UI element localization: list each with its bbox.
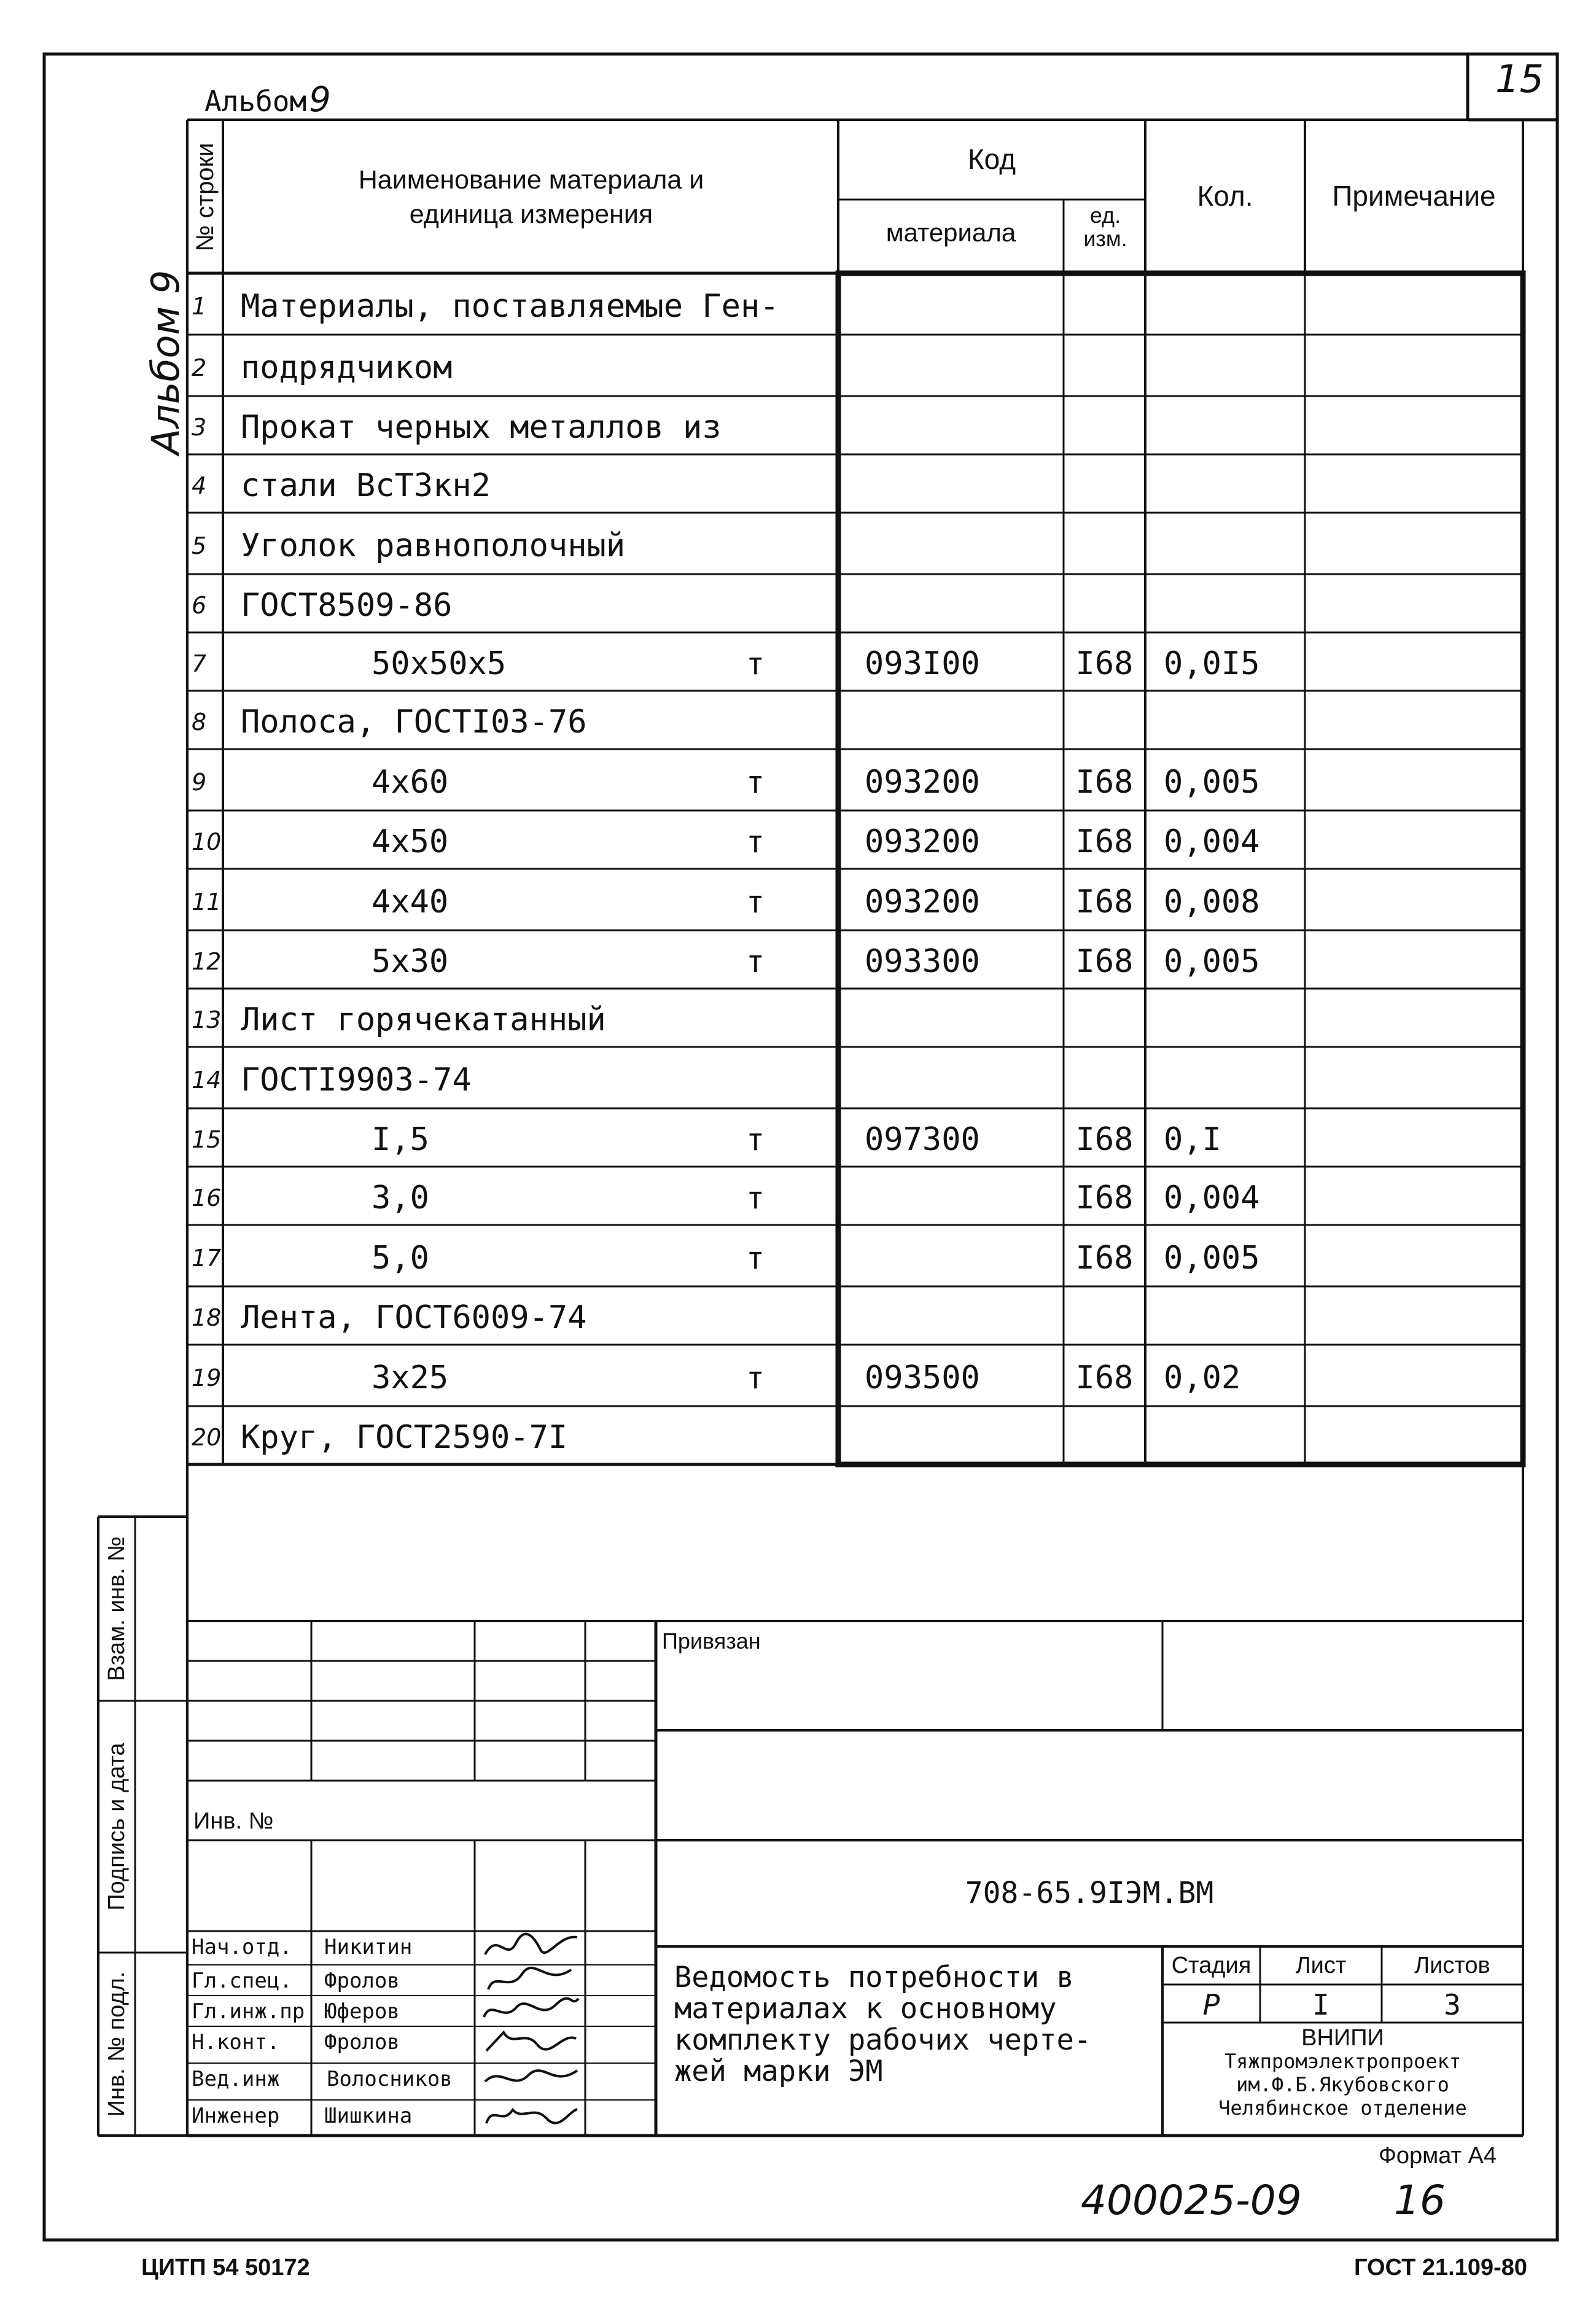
material-name: Прокат черных металлов из bbox=[241, 409, 722, 446]
stage-label: Стадия bbox=[1171, 1953, 1251, 1978]
quantity: 0,008 bbox=[1164, 884, 1260, 920]
material-name: подрядчиком bbox=[241, 349, 453, 386]
unit-code bbox=[1064, 1291, 1145, 1345]
inv-no-label: Инв. № bbox=[193, 1808, 274, 1834]
material-name: ГОСТ8509-86 bbox=[241, 587, 453, 624]
quantity: 0,005 bbox=[1164, 1240, 1260, 1277]
unit-code bbox=[1064, 696, 1145, 749]
unit-code: І68 bbox=[1075, 823, 1134, 860]
privyazan-label: Привязан bbox=[662, 1628, 761, 1654]
row-number: 14 bbox=[192, 1067, 222, 1094]
material-name: Полоса, ГОСТІ03-76 bbox=[241, 704, 587, 741]
side-label-vzam: Взам. инв. № bbox=[104, 1536, 130, 1681]
signatory-role: Инженер bbox=[192, 2104, 280, 2128]
handwritten-code: 400025-09 bbox=[1081, 2177, 1302, 2224]
sheet-number: 15 bbox=[1495, 56, 1544, 101]
signatory-role: Гл.инж.пр bbox=[192, 1999, 305, 2024]
unit-code bbox=[1064, 278, 1145, 335]
material-name: Уголок равнополочный bbox=[241, 527, 626, 564]
signatory-role: Нач.отд. bbox=[192, 1935, 292, 1959]
org-line: ВНИПИ bbox=[1301, 2025, 1384, 2051]
footer-left-code: ЦИТП 54 50172 bbox=[141, 2255, 310, 2280]
material-name: 4х50 bbox=[372, 823, 449, 860]
material-code: 093200 bbox=[865, 764, 980, 801]
material-name: І,5 bbox=[372, 1121, 429, 1158]
header-qty: Кол. bbox=[1197, 180, 1253, 212]
unit-code: І68 bbox=[1075, 943, 1134, 980]
row-number: 11 bbox=[192, 888, 222, 916]
quantity: 0,І bbox=[1164, 1121, 1221, 1158]
quantity: 0,02 bbox=[1164, 1359, 1241, 1396]
unit-code: І68 bbox=[1075, 884, 1134, 920]
quantity: 0,0І5 bbox=[1164, 645, 1260, 682]
quantity: 0,004 bbox=[1164, 823, 1260, 860]
quantity: 0,005 bbox=[1164, 764, 1260, 801]
row-number: 3 bbox=[192, 414, 207, 441]
unit: т bbox=[746, 764, 765, 800]
material-code: 093200 bbox=[865, 823, 980, 860]
format-label: Формат А4 bbox=[1379, 2143, 1497, 2169]
sheet-label: Лист bbox=[1295, 1953, 1347, 1978]
unit: т bbox=[746, 1180, 765, 1216]
material-code: 093300 bbox=[865, 943, 980, 980]
unit-code: І68 bbox=[1075, 1180, 1134, 1216]
org-line: им.Ф.Б.Якубовского bbox=[1236, 2073, 1449, 2096]
org-line: Тяжпромэлектропроект bbox=[1224, 2050, 1462, 2073]
unit: т bbox=[746, 884, 765, 920]
material-name: Лист горячекатанный bbox=[241, 1001, 606, 1038]
material-code: 093500 bbox=[865, 1359, 980, 1396]
unit: т bbox=[746, 1240, 765, 1276]
unit-code bbox=[1064, 340, 1145, 396]
material-name: Круг, ГОСТ2590-7І bbox=[241, 1419, 568, 1456]
material-name: 3х25 bbox=[372, 1359, 449, 1396]
unit-code bbox=[1064, 579, 1145, 632]
material-name: 5х30 bbox=[372, 943, 449, 980]
side-label-inv-podl: Инв. № подл. bbox=[104, 1971, 130, 2117]
material-name: 4х60 bbox=[372, 764, 449, 801]
header-row-number: № строки bbox=[192, 142, 219, 252]
unit-code: І68 bbox=[1075, 645, 1134, 682]
unit-code: І68 bbox=[1075, 1121, 1134, 1158]
unit: т bbox=[746, 646, 765, 682]
row-number: 20 bbox=[192, 1424, 222, 1451]
header-code-unit: ед. изм. bbox=[1083, 203, 1127, 251]
unit-code bbox=[1064, 993, 1145, 1047]
signature bbox=[479, 2094, 583, 2137]
header-code-material: материала bbox=[886, 218, 1016, 247]
description-line: жей марки ЭМ bbox=[674, 2055, 883, 2088]
header-name: Наименование материала и единица измерения bbox=[358, 165, 704, 229]
footer-gost: ГОСТ 21.109-80 bbox=[1354, 2255, 1528, 2280]
row-number: 15 bbox=[192, 1126, 222, 1153]
header-code: Код bbox=[967, 143, 1016, 175]
organization-block bbox=[1162, 2026, 1523, 2120]
unit-code bbox=[1064, 459, 1145, 513]
sheet-value: І bbox=[1312, 1988, 1329, 2021]
handwritten-page: 16 bbox=[1394, 2177, 1446, 2224]
sheets-label: Листов bbox=[1414, 1953, 1490, 1978]
material-name: стали ВсТ3кн2 bbox=[241, 467, 491, 504]
row-number: 13 bbox=[192, 1006, 222, 1033]
material-name: 5,0 bbox=[372, 1240, 429, 1277]
quantity: 0,004 bbox=[1164, 1180, 1260, 1216]
description-line: комплекту рабочих черте- bbox=[674, 2023, 1092, 2057]
row-number: 18 bbox=[192, 1304, 222, 1331]
album-label bbox=[204, 80, 331, 120]
row-number: 5 bbox=[192, 532, 207, 559]
org-line: Челябинское отделение bbox=[1218, 2096, 1467, 2120]
album-number: 9 bbox=[309, 80, 331, 120]
signatory-name: Волосников bbox=[327, 2067, 453, 2091]
material-code: 097300 bbox=[865, 1121, 980, 1158]
material-name: ГОСТІ9903-74 bbox=[241, 1062, 472, 1098]
side-label-podpis: Подпись и дата bbox=[104, 1743, 130, 1911]
description-line: материалах к основному bbox=[674, 1992, 1057, 2026]
document-code: 708-65.9ІЭМ.ВМ bbox=[965, 1876, 1214, 1910]
unit-code bbox=[1064, 1411, 1145, 1464]
unit-code bbox=[1064, 401, 1145, 454]
album-label-text: Альбом bbox=[204, 85, 307, 118]
row-number: 10 bbox=[192, 828, 222, 855]
signatory-name: Фролов bbox=[324, 1969, 400, 1993]
signatory-name: Фролов bbox=[324, 2030, 400, 2055]
row-number: 2 bbox=[192, 354, 207, 381]
material-name: Материалы, поставляемые Ген- bbox=[241, 288, 779, 325]
row-number: 6 bbox=[192, 592, 207, 619]
unit: т bbox=[746, 1122, 765, 1157]
material-name: Лента, ГОСТ6009-74 bbox=[241, 1299, 587, 1336]
stage-value: Р bbox=[1202, 1988, 1220, 2021]
unit: т bbox=[746, 824, 765, 860]
material-code: 093І00 bbox=[865, 645, 980, 682]
row-number: 7 bbox=[192, 650, 207, 677]
row-number: 12 bbox=[192, 948, 222, 975]
signatory-role: Н.конт. bbox=[192, 2030, 280, 2055]
signatory-name: Шишкина bbox=[324, 2104, 413, 2128]
unit-code: І68 bbox=[1075, 1359, 1134, 1396]
unit: т bbox=[746, 944, 765, 979]
signatory-name: Юферов bbox=[324, 1999, 400, 2024]
row-number: 8 bbox=[192, 709, 207, 736]
unit-code bbox=[1064, 518, 1145, 574]
material-name: 3,0 bbox=[372, 1180, 429, 1216]
signatory-name: Никитин bbox=[324, 1935, 413, 1959]
unit-code bbox=[1064, 1052, 1145, 1108]
row-number: 19 bbox=[192, 1364, 222, 1391]
document-description bbox=[674, 1962, 1091, 2087]
unit-code: І68 bbox=[1075, 1240, 1134, 1277]
row-number: 9 bbox=[192, 769, 207, 796]
row-number: 17 bbox=[192, 1245, 222, 1272]
description-line: Ведомость потребности в bbox=[674, 1961, 1074, 1994]
row-number: 16 bbox=[192, 1184, 222, 1211]
material-code: 093200 bbox=[865, 884, 980, 920]
header-note: Примечание bbox=[1332, 180, 1496, 212]
sheets-value: 3 bbox=[1444, 1988, 1461, 2021]
quantity: 0,005 bbox=[1164, 943, 1260, 980]
material-name: 4х40 bbox=[372, 884, 449, 920]
unit: т bbox=[746, 1360, 765, 1396]
unit-code: І68 bbox=[1075, 764, 1134, 801]
row-number: 1 bbox=[192, 293, 207, 320]
side-album-note: Альбом 9 bbox=[143, 270, 188, 455]
signatory-role: Гл.спец. bbox=[192, 1969, 292, 1993]
row-number: 4 bbox=[192, 472, 207, 499]
material-name: 50х50х5 bbox=[372, 645, 507, 682]
signatory-role: Вед.инж bbox=[192, 2067, 280, 2091]
